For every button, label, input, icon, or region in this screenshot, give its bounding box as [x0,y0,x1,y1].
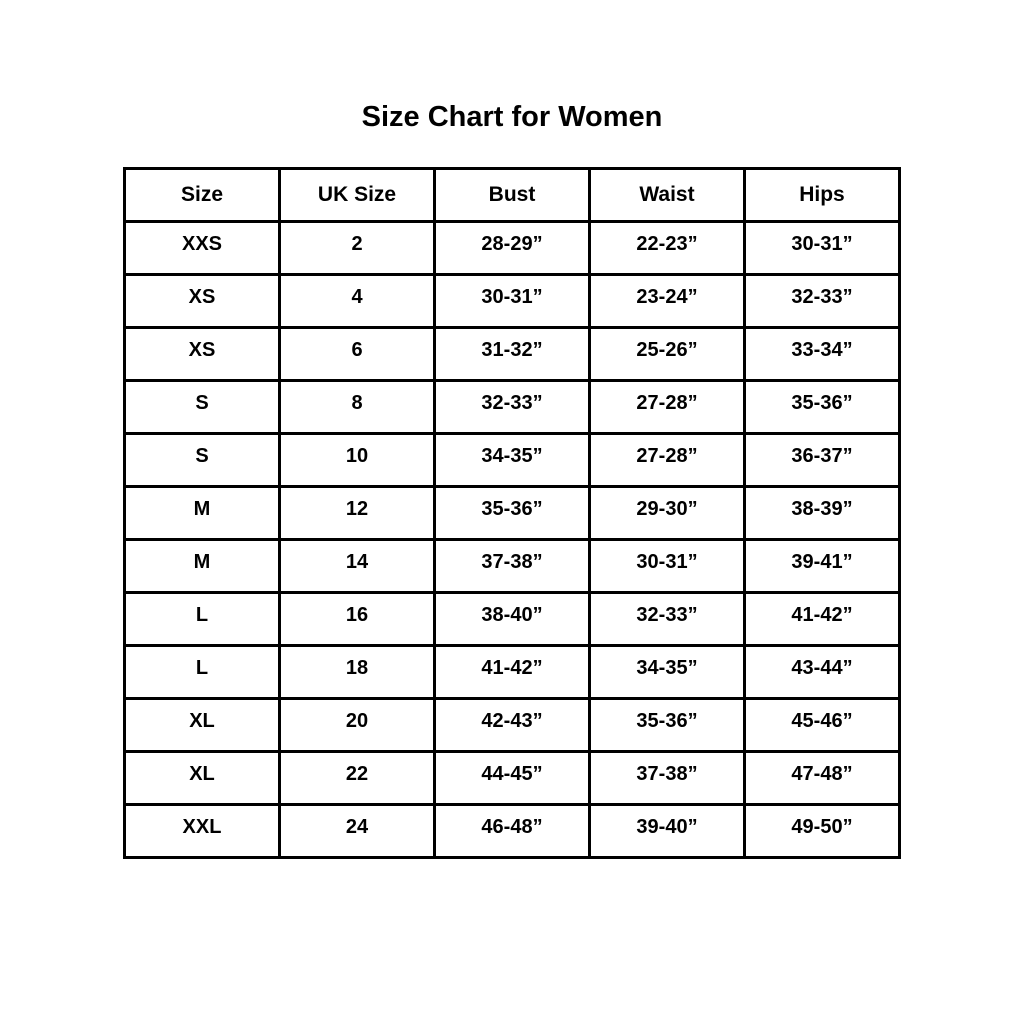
table-cell: 28-29” [435,222,590,275]
table-cell: 14 [280,540,435,593]
table-cell: 33-34” [745,328,900,381]
table-cell: 35-36” [745,381,900,434]
table-cell: 29-30” [590,487,745,540]
table-cell: 25-26” [590,328,745,381]
column-header: Hips [745,169,900,222]
table-cell: 39-40” [590,805,745,858]
table-row [125,593,900,646]
table-cell: 2 [280,222,435,275]
column-header: Waist [590,169,745,222]
table-cell: 10 [280,434,435,487]
page-title: Size Chart for Women [361,101,663,133]
table-cell: 27-28” [590,434,745,487]
table-row [125,275,900,328]
column-header: Size [125,169,280,222]
table-cell: 32-33” [590,593,745,646]
table-cell: 43-44” [745,646,900,699]
table-cell: 23-24” [590,275,745,328]
table-row [125,222,900,275]
table-cell: 31-32” [435,328,590,381]
table-row [125,646,900,699]
table-cell: S [125,434,280,487]
table-cell: 35-36” [435,487,590,540]
table-header [125,169,900,222]
table-row [125,487,900,540]
table-cell: XXL [125,805,280,858]
table-cell: 34-35” [435,434,590,487]
table-cell: M [125,487,280,540]
table-cell: S [125,381,280,434]
table-cell: 18 [280,646,435,699]
table-cell: 46-48” [435,805,590,858]
table-cell: XL [125,699,280,752]
table-cell: 44-45” [435,752,590,805]
table-cell: 22-23” [590,222,745,275]
table-cell: 38-40” [435,593,590,646]
table-cell: 30-31” [435,275,590,328]
header-row [125,169,900,222]
table-cell: L [125,646,280,699]
table-cell: M [125,540,280,593]
table-cell: 32-33” [745,275,900,328]
table-cell: 34-35” [590,646,745,699]
column-header: UK Size [280,169,435,222]
table-cell: 6 [280,328,435,381]
table-cell: XXS [125,222,280,275]
table-cell: 30-31” [590,540,745,593]
table-row [125,434,900,487]
table-cell: 47-48” [745,752,900,805]
table-cell: 37-38” [435,540,590,593]
table-cell: 41-42” [435,646,590,699]
table-cell: 20 [280,699,435,752]
table-cell: 36-37” [745,434,900,487]
table-row [125,381,900,434]
table-row [125,328,900,381]
table-cell: 49-50” [745,805,900,858]
table-cell: XL [125,752,280,805]
table-cell: 45-46” [745,699,900,752]
size-chart-table [123,167,901,859]
table-row [125,805,900,858]
table-row [125,752,900,805]
table-cell: 42-43” [435,699,590,752]
table-cell: 22 [280,752,435,805]
table-row [125,540,900,593]
table-cell: 24 [280,805,435,858]
table-cell: 37-38” [590,752,745,805]
table-cell: 30-31” [745,222,900,275]
table-cell: 27-28” [590,381,745,434]
table-cell: 16 [280,593,435,646]
table-cell: 35-36” [590,699,745,752]
table-cell: XS [125,328,280,381]
table-cell: XS [125,275,280,328]
table-body [125,222,900,858]
table-cell: 4 [280,275,435,328]
table-cell: L [125,593,280,646]
table-cell: 32-33” [435,381,590,434]
table-cell: 12 [280,487,435,540]
table-cell: 39-41” [745,540,900,593]
table-cell: 8 [280,381,435,434]
table-cell: 41-42” [745,593,900,646]
table-cell: 38-39” [745,487,900,540]
column-header: Bust [435,169,590,222]
table-row [125,699,900,752]
